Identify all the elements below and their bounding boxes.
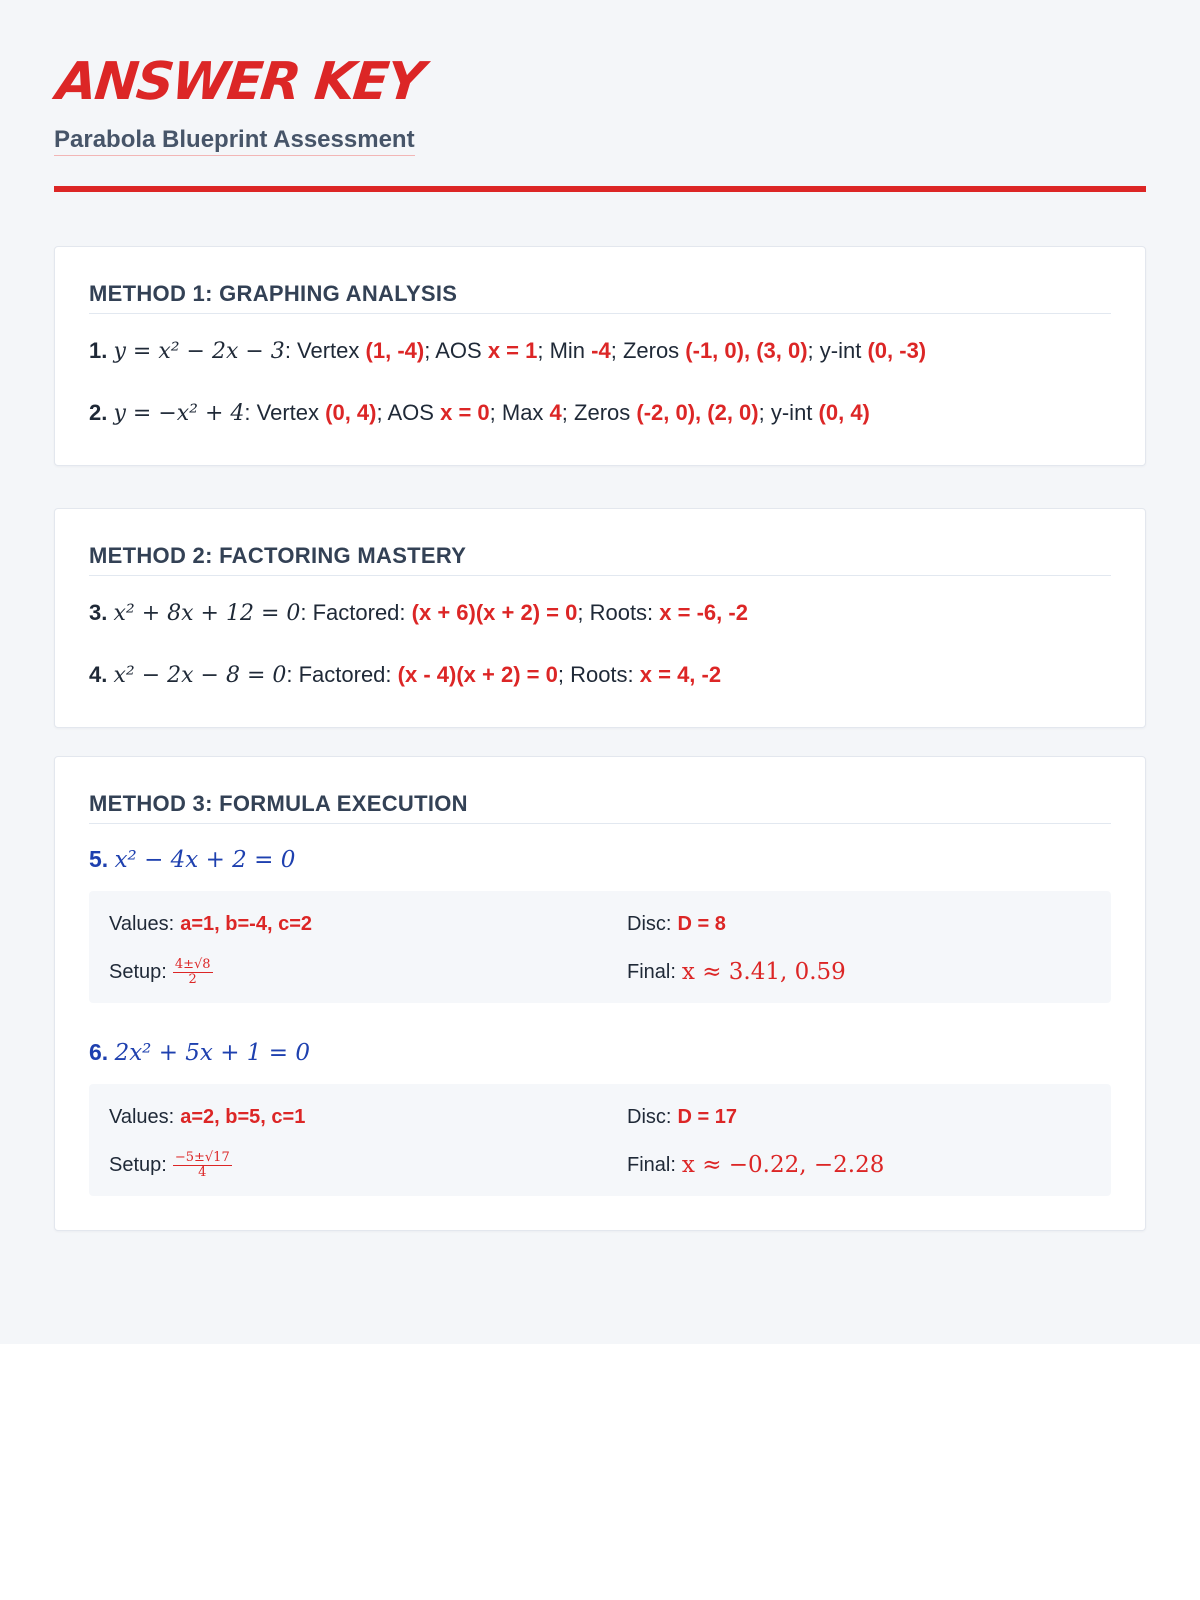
page-title: ANSWER KEY xyxy=(53,52,426,112)
zeros-label: ; Zeros xyxy=(610,338,686,363)
disc-answer: D = 8 xyxy=(677,912,726,935)
problem-equation: x² − 2x − 8 = 0 xyxy=(113,663,287,688)
roots-label: ; Roots: xyxy=(557,662,640,687)
values-cell xyxy=(109,1102,627,1132)
yint-label: ; y-int xyxy=(758,400,819,425)
final-answer: x ≈ −0.22, −2.28 xyxy=(681,1152,885,1178)
zeros-answer: (-2, 0), (2, 0) xyxy=(636,400,759,425)
setup-numerator: −5±√17 xyxy=(174,1149,230,1165)
values-label: Values: xyxy=(109,1105,175,1128)
final-label: Final: xyxy=(627,960,676,983)
problem-equation: x² − 4x + 2 = 0 xyxy=(114,847,296,873)
problem-2 xyxy=(89,398,1111,429)
vertex-answer: (0, 4) xyxy=(325,400,377,425)
vertex-label: : Vertex xyxy=(284,338,366,363)
disc-cell xyxy=(627,909,1091,939)
yint-answer: (0, 4) xyxy=(818,400,870,425)
setup-numerator: 4±√8 xyxy=(174,956,211,972)
extremum-answer: -4 xyxy=(591,338,611,363)
method-3-card xyxy=(54,756,1146,1231)
problem-equation: y = −x² + 4 xyxy=(113,401,245,426)
final-answer: x ≈ 3.41, 0.59 xyxy=(681,959,846,985)
disc-label: Disc: xyxy=(627,912,672,935)
disc-cell xyxy=(627,1102,1091,1132)
zeros-label: ; Zeros xyxy=(561,400,637,425)
setup-cell xyxy=(109,957,627,987)
header-divider xyxy=(54,186,1146,192)
roots-answer: x = 4, -2 xyxy=(639,662,722,687)
page-subtitle: Parabola Blueprint Assessment xyxy=(54,126,415,156)
extremum-label: ; Max xyxy=(489,400,550,425)
problem-6 xyxy=(89,1039,1111,1066)
problem-number: 2. xyxy=(89,400,108,425)
extremum-label: ; Min xyxy=(537,338,592,363)
problem-equation: x² + 8x + 12 = 0 xyxy=(113,601,301,626)
problem-number: 3. xyxy=(89,600,108,625)
values-answer: a=2, b=5, c=1 xyxy=(180,1105,306,1128)
values-label: Values: xyxy=(109,912,175,935)
extremum-answer: 4 xyxy=(549,400,562,425)
solution-box-6 xyxy=(89,1084,1111,1196)
setup-label: Setup: xyxy=(109,960,167,983)
problem-4 xyxy=(89,660,1111,691)
method-1-card xyxy=(54,246,1146,466)
problem-number: 4. xyxy=(89,662,108,687)
setup-denominator: 4 xyxy=(198,1164,207,1180)
problem-number: 5. xyxy=(89,846,109,872)
section-title-method-3: METHOD 3: FORMULA EXECUTION xyxy=(89,791,1111,824)
aos-label: ; AOS xyxy=(424,338,488,363)
yint-answer: (0, -3) xyxy=(867,338,927,363)
problem-number: 1. xyxy=(89,338,108,363)
aos-answer: x = 1 xyxy=(487,338,538,363)
roots-label: ; Roots: xyxy=(577,600,660,625)
problem-equation: y = x² − 2x − 3 xyxy=(113,339,285,364)
problem-1 xyxy=(89,336,1111,367)
section-title-method-2: METHOD 2: FACTORING MASTERY xyxy=(89,543,1111,576)
aos-label: ; AOS xyxy=(376,400,441,425)
factored-label: : Factored: xyxy=(286,662,398,687)
factored-answer: (x - 4)(x + 2) = 0 xyxy=(397,662,558,687)
factored-answer: (x + 6)(x + 2) = 0 xyxy=(411,600,578,625)
disc-answer: D = 17 xyxy=(677,1105,737,1128)
vertex-answer: (1, -4) xyxy=(365,338,425,363)
solution-box-5 xyxy=(89,891,1111,1003)
vertex-label: : Vertex xyxy=(244,400,326,425)
yint-label: ; y-int xyxy=(807,338,868,363)
method-2-card xyxy=(54,508,1146,728)
problem-number: 6. xyxy=(89,1039,109,1065)
final-cell xyxy=(627,957,1091,987)
final-cell xyxy=(627,1150,1091,1180)
zeros-answer: (-1, 0), (3, 0) xyxy=(685,338,808,363)
aos-answer: x = 0 xyxy=(440,400,490,425)
disc-label: Disc: xyxy=(627,1105,672,1128)
problem-3 xyxy=(89,598,1111,629)
problem-5 xyxy=(89,846,1111,873)
values-cell xyxy=(109,909,627,939)
values-answer: a=1, b=-4, c=2 xyxy=(180,912,312,935)
final-label: Final: xyxy=(627,1153,676,1176)
roots-answer: x = -6, -2 xyxy=(659,600,748,625)
setup-fraction xyxy=(173,958,213,987)
section-title-method-1: METHOD 1: GRAPHING ANALYSIS xyxy=(89,281,1111,314)
setup-denominator: 2 xyxy=(188,971,197,987)
problem-equation: 2x² + 5x + 1 = 0 xyxy=(114,1040,310,1066)
setup-cell xyxy=(109,1150,627,1180)
setup-label: Setup: xyxy=(109,1153,167,1176)
setup-fraction xyxy=(173,1151,232,1180)
header xyxy=(53,52,1146,192)
factored-label: : Factored: xyxy=(300,600,412,625)
